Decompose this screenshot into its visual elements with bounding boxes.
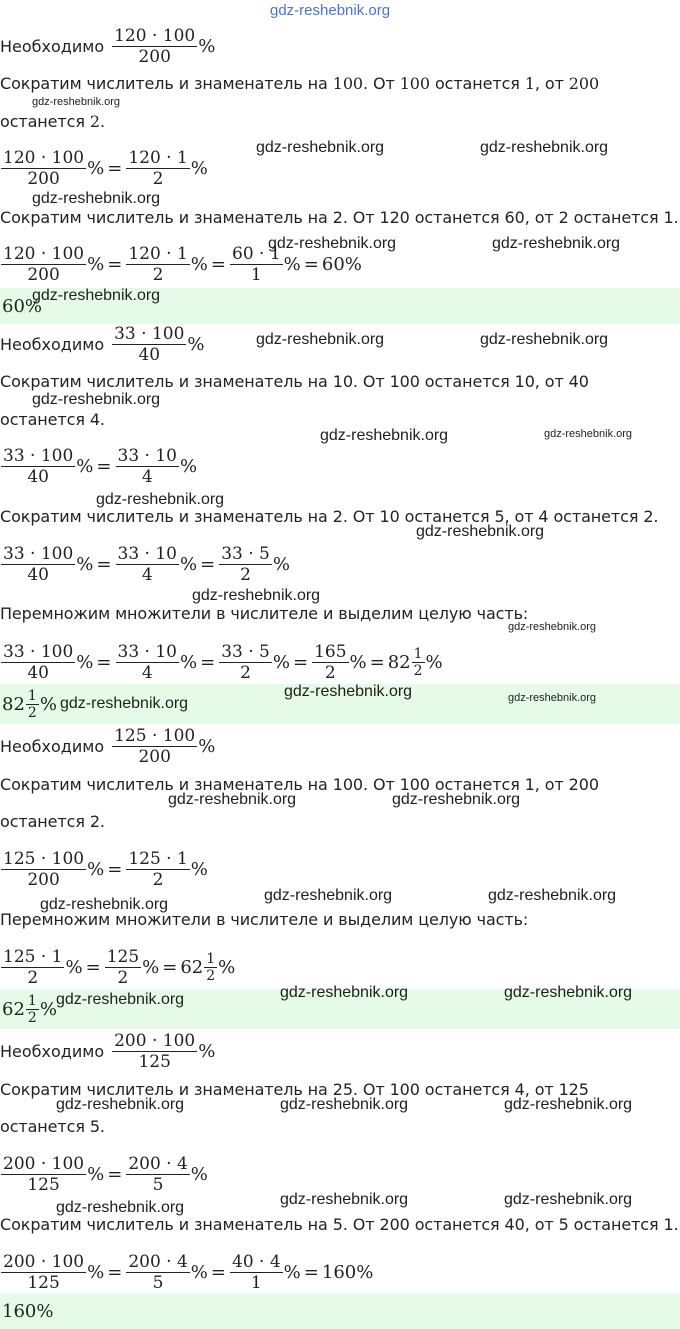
p3-eq-1: $\frac{125 \cdot 100}{200}$ % = $\frac{125 \cdot 1}{2}$ % bbox=[3, 848, 208, 890]
site-watermark: gdz-reshebnik.org bbox=[280, 1191, 409, 1208]
site-watermark-top: gdz-reshebnik.org bbox=[270, 2, 391, 19]
site-watermark: gdz-reshebnik.org bbox=[492, 235, 621, 252]
site-watermark: gdz-reshebnik.org bbox=[256, 331, 385, 348]
site-watermark: gdz-reshebnik.org bbox=[508, 692, 597, 704]
p2-eq-2: $\frac{33 \cdot 100}{40}$ % = $\frac{33 \cdot 10}{4}$ % = $\frac{33 \cdot 5}{2}$ % bbox=[3, 543, 290, 585]
site-watermark: gdz-reshebnik.org bbox=[32, 96, 121, 108]
site-watermark: gdz-reshebnik.org bbox=[508, 621, 597, 633]
p3-need-line: Необходимо $\frac{125 \cdot 100}{200}$ % bbox=[0, 725, 216, 767]
site-watermark: gdz-reshebnik.org bbox=[168, 791, 297, 808]
p3-answer: 62 $\frac{1}{2}$ % bbox=[2, 992, 57, 1026]
p3-step3-text: Перемножим множители в числителе и выделим целую часть: bbox=[0, 910, 529, 929]
p4-answer-box bbox=[0, 1293, 680, 1329]
site-watermark: gdz-reshebnik.org bbox=[60, 695, 189, 712]
p2-answer: 82 $\frac{1}{2}$ % bbox=[2, 687, 57, 721]
p4-step1-text-cont: останется 5. bbox=[0, 1117, 105, 1136]
p2-eq-3: $\frac{33 \cdot 100}{40}$ % = $\frac{33 \cdot 10}{4}$ % = $\frac{33 \cdot 5}{2}$ % = $\frac{165}{2}$ % = 82 $\frac{1}{2}$ % bbox=[3, 641, 443, 683]
p1-step2-text: Сократим числитель и знаменатель на 2. От 120 останется 60, от 2 останется 1. bbox=[0, 208, 679, 227]
site-watermark: gdz-reshebnik.org bbox=[56, 991, 185, 1008]
p1-frac-2: $\frac{120 \cdot 1}{2}$ bbox=[128, 147, 188, 189]
site-watermark: gdz-reshebnik.org bbox=[504, 1191, 633, 1208]
site-watermark: gdz-reshebnik.org bbox=[32, 190, 161, 207]
p1-step1-text-cont: останется 2. bbox=[0, 112, 105, 131]
site-watermark: gdz-reshebnik.org bbox=[480, 139, 609, 156]
p4-eq-2: $\frac{200 \cdot 100}{125}$ % = $\frac{200 \cdot 4}{5}$ % = $\frac{40 \cdot 4}{1}$ % = 160% bbox=[3, 1251, 374, 1293]
p1-eq-2: $\frac{120 \cdot 100}{200}$ % = $\frac{120 \cdot 1}{2}$ % = $\frac{60 \cdot 1}{1}$ % = 60% bbox=[3, 243, 362, 285]
p2-eq-1: $\frac{33 \cdot 100}{40}$ % = $\frac{33 \cdot 10}{4}$ % bbox=[3, 445, 198, 487]
p1-need-label: Необходимо bbox=[0, 36, 105, 56]
p4-need-line: Необходимо $\frac{200 \cdot 100}{125}$ % bbox=[0, 1030, 216, 1072]
site-watermark: gdz-reshebnik.org bbox=[544, 428, 633, 440]
p1-step1-text: Сократим числитель и знаменатель на 100. От 100 останется 1, от 200 bbox=[0, 74, 600, 93]
p2-step1-text: Сократим числитель и знаменатель на 10. От 100 останется 10, от 40 bbox=[0, 372, 589, 391]
site-watermark: gdz-reshebnik.org bbox=[192, 587, 321, 604]
p1-frac-3: $\frac{60 \cdot 1}{1}$ bbox=[232, 243, 281, 285]
p1-answer: 60% bbox=[2, 296, 43, 317]
p3-step1-text: Сократим числитель и знаменатель на 100. От 100 останется 1, от 200 bbox=[0, 775, 599, 794]
p1-eq-1: $\frac{120 \cdot 100}{200}$ % = $\frac{120 \cdot 1}{2}$ % bbox=[3, 147, 208, 189]
p2-need-line: Необходимо $\frac{33 \cdot 100}{40}$ % bbox=[0, 323, 205, 365]
site-watermark: gdz-reshebnik.org bbox=[264, 887, 393, 904]
p2-step2-text: Сократим числитель и знаменатель на 2. От 10 останется 5, от 4 останется 2. bbox=[0, 507, 659, 526]
site-watermark: gdz-reshebnik.org bbox=[320, 427, 449, 444]
site-watermark: gdz-reshebnik.org bbox=[32, 391, 161, 408]
site-watermark: gdz-reshebnik.org bbox=[56, 1199, 185, 1216]
p1-frac-0: $\frac{120 \cdot 100}{200}$ bbox=[114, 25, 196, 67]
site-watermark: gdz-reshebnik.org bbox=[268, 235, 397, 252]
p2-step3-text: Перемножим множители в числителе и выделим целую часть: bbox=[0, 604, 529, 623]
site-watermark: gdz-reshebnik.org bbox=[504, 1096, 633, 1113]
p3-eq-2: $\frac{125 \cdot 1}{2}$ % = $\frac{125}{2}$ % = 62 $\frac{1}{2}$ % bbox=[3, 946, 236, 988]
site-watermark: gdz-reshebnik.org bbox=[504, 984, 633, 1001]
site-watermark: gdz-reshebnik.org bbox=[284, 683, 413, 700]
p2-step1-text-cont: останется 4. bbox=[0, 410, 105, 429]
site-watermark: gdz-reshebnik.org bbox=[392, 791, 521, 808]
p3-step1-text-cont: останется 2. bbox=[0, 812, 105, 831]
site-watermark: gdz-reshebnik.org bbox=[280, 984, 409, 1001]
site-watermark: gdz-reshebnik.org bbox=[56, 1096, 185, 1113]
site-watermark: gdz-reshebnik.org bbox=[32, 287, 161, 304]
p1-need-line: Необходимо $\frac{120 \cdot 100}{200}$ % bbox=[0, 25, 216, 67]
site-watermark: gdz-reshebnik.org bbox=[488, 887, 617, 904]
p4-step2-text: Сократим числитель и знаменатель на 5. От 200 останется 40, от 5 останется 1. bbox=[0, 1215, 679, 1234]
p4-answer: 160% bbox=[2, 1301, 54, 1322]
site-watermark: gdz-reshebnik.org bbox=[280, 1096, 409, 1113]
site-watermark: gdz-reshebnik.org bbox=[416, 523, 545, 540]
p4-eq-1: $\frac{200 \cdot 100}{125}$ % = $\frac{200 \cdot 4}{5}$ % bbox=[3, 1153, 208, 1195]
site-watermark: gdz-reshebnik.org bbox=[96, 491, 225, 508]
site-watermark: gdz-reshebnik.org bbox=[40, 896, 169, 913]
site-watermark: gdz-reshebnik.org bbox=[480, 331, 609, 348]
p4-step1-text: Сократим числитель и знаменатель на 25. От 100 останется 4, от 125 bbox=[0, 1080, 589, 1099]
site-watermark: gdz-reshebnik.org bbox=[256, 139, 385, 156]
p1-frac-1: $\frac{120 \cdot 100}{200}$ bbox=[3, 147, 85, 189]
